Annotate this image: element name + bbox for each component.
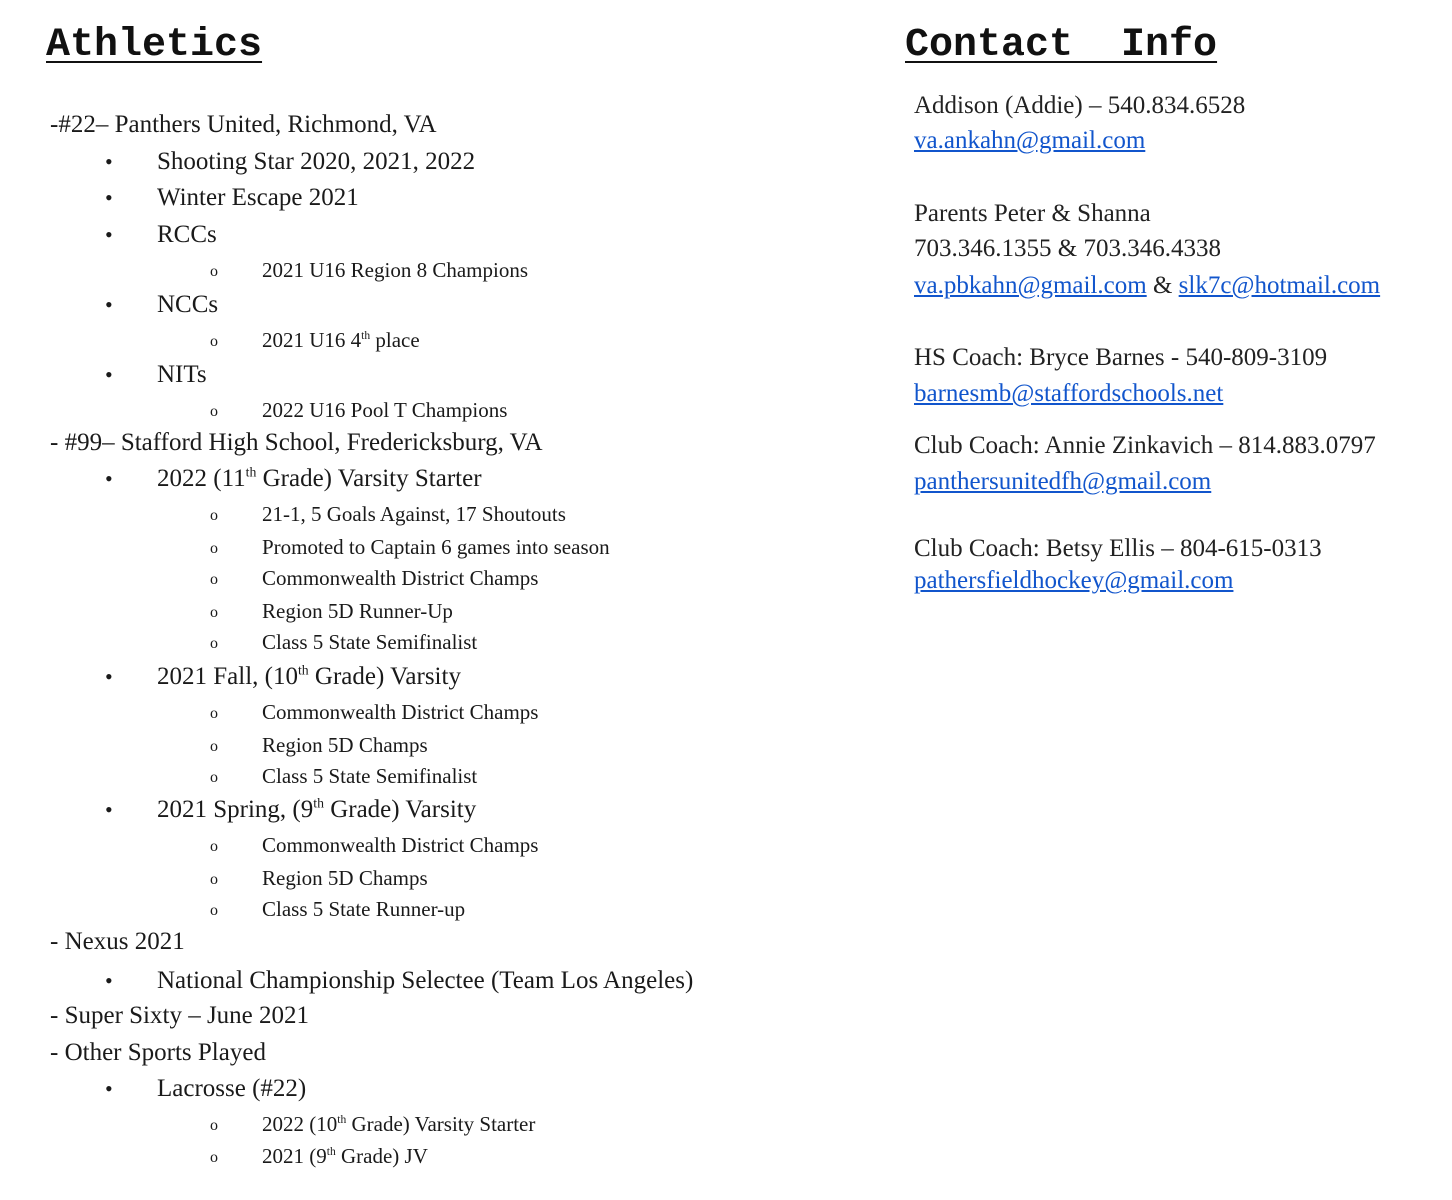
circle-bullet-icon: o (210, 571, 218, 588)
parents-email-row (914, 271, 1380, 301)
circle-bullet-icon: o (210, 1117, 218, 1134)
circle-bullet-icon: o (210, 838, 218, 855)
bullet-icon: • (105, 968, 113, 993)
club-coach-1-email-row (914, 467, 1211, 497)
bullet-icon: • (105, 185, 113, 210)
club-coach-1-email-link[interactable]: panthersunitedfh@gmail.com (914, 468, 1212, 495)
club-coach-2-line: Club Coach: Betsy Ellis – 804-615-0313 (914, 535, 1322, 562)
bullet-icon: • (105, 149, 113, 174)
sub-list-item: o Commonwealth District Champs (262, 830, 538, 860)
sub-list-item: o 2022 U16 Pool T Champions (262, 395, 507, 425)
hs-coach-line: HS Coach: Bryce Barnes - 540-809-3109 (914, 344, 1328, 371)
sub-list-item: o 2021 U16 4th place (262, 325, 420, 355)
circle-bullet-icon: o (210, 604, 218, 621)
other-sports-title: - Other Sports Played (50, 1039, 266, 1066)
circle-bullet-icon: o (210, 540, 218, 557)
circle-bullet-icon: o (210, 403, 218, 420)
bullet-icon: • (105, 1076, 113, 1101)
bullet-icon: • (105, 664, 113, 689)
sub-list-item: o 2021 U16 Region 8 Champions (262, 255, 528, 285)
sub-list-item: o Region 5D Champs (262, 863, 428, 893)
parent-email-link-1[interactable]: va.pbkahn@gmail.com (914, 272, 1147, 299)
club-coach-1-line: Club Coach: Annie Zinkavich – 814.883.0797 (914, 432, 1376, 459)
stafford-title: - #99– Stafford High School, Fredericksburg, VA (50, 429, 543, 456)
list-item: • Winter Escape 2021 (105, 184, 359, 211)
circle-bullet-icon: o (210, 1149, 218, 1166)
panthers-title: -#22– Panthers United, Richmond, VA (50, 111, 437, 138)
addie-email-row (914, 126, 1145, 156)
addie-contact-line: Addison (Addie) – 540.834.6528 (914, 92, 1246, 119)
sub-list-item: o Class 5 State Runner-up (262, 894, 465, 924)
list-item: • 2022 (11th Grade) Varsity Starter (105, 464, 482, 492)
list-item: • RCCs (105, 221, 217, 248)
circle-bullet-icon: o (210, 871, 218, 888)
sub-list-item: o Region 5D Champs (262, 730, 428, 760)
sub-list-item: o 21-1, 5 Goals Against, 17 Shoutouts (262, 499, 566, 529)
list-item: • 2021 Fall, (10th Grade) Varsity (105, 662, 461, 690)
bullet-icon: • (105, 797, 113, 822)
sub-list-item: o 2021 (9th Grade) JV (262, 1141, 428, 1171)
list-item: • Lacrosse (#22) (105, 1075, 307, 1102)
club-coach-2-email-row (914, 566, 1233, 596)
circle-bullet-icon: o (210, 738, 218, 755)
circle-bullet-icon: o (210, 635, 218, 652)
bullet-icon: • (105, 292, 113, 317)
parents-phones: 703.346.1355 & 703.346.4338 (914, 235, 1221, 262)
circle-bullet-icon: o (210, 333, 218, 350)
sub-list-item: o Region 5D Runner-Up (262, 596, 453, 626)
circle-bullet-icon: o (210, 507, 218, 524)
sub-list-item: o Commonwealth District Champs (262, 697, 538, 727)
ampersand: & (1152, 272, 1173, 299)
addie-email-link[interactable]: va.ankahn@gmail.com (914, 127, 1146, 154)
sub-list-item: o Class 5 State Semifinalist (262, 627, 477, 657)
parents-line: Parents Peter & Shanna (914, 200, 1151, 227)
circle-bullet-icon: o (210, 263, 218, 280)
circle-bullet-icon: o (210, 902, 218, 919)
sub-list-item: o 2022 (10th Grade) Varsity Starter (262, 1109, 535, 1139)
hs-coach-email-link[interactable]: barnesmb@staffordschools.net (914, 380, 1224, 407)
circle-bullet-icon: o (210, 705, 218, 722)
club-coach-2-email-link[interactable]: pathersfieldhockey@gmail.com (914, 567, 1234, 594)
list-item: • Shooting Star 2020, 2021, 2022 (105, 148, 476, 175)
list-item: • National Championship Selectee (Team Los Angeles) (105, 967, 694, 994)
list-item: • NITs (105, 361, 207, 388)
hs-coach-email-row (914, 379, 1223, 409)
sub-list-item: o Commonwealth District Champs (262, 563, 538, 593)
parent-email-link-2[interactable]: slk7c@hotmail.com (1178, 272, 1381, 299)
super-sixty-line: - Super Sixty – June 2021 (50, 1002, 310, 1029)
circle-bullet-icon: o (210, 769, 218, 786)
athletics-heading: Athletics (46, 23, 263, 68)
bullet-icon: • (105, 222, 113, 247)
contact-heading: Contact Info (905, 23, 1218, 68)
list-item: • NCCs (105, 291, 219, 318)
bullet-icon: • (105, 466, 113, 491)
nexus-title: - Nexus 2021 (50, 928, 185, 955)
sub-list-item: o Class 5 State Semifinalist (262, 761, 477, 791)
bullet-icon: • (105, 362, 113, 387)
list-item: • 2021 Spring, (9th Grade) Varsity (105, 795, 477, 823)
sub-list-item: o Promoted to Captain 6 games into season (262, 532, 610, 562)
